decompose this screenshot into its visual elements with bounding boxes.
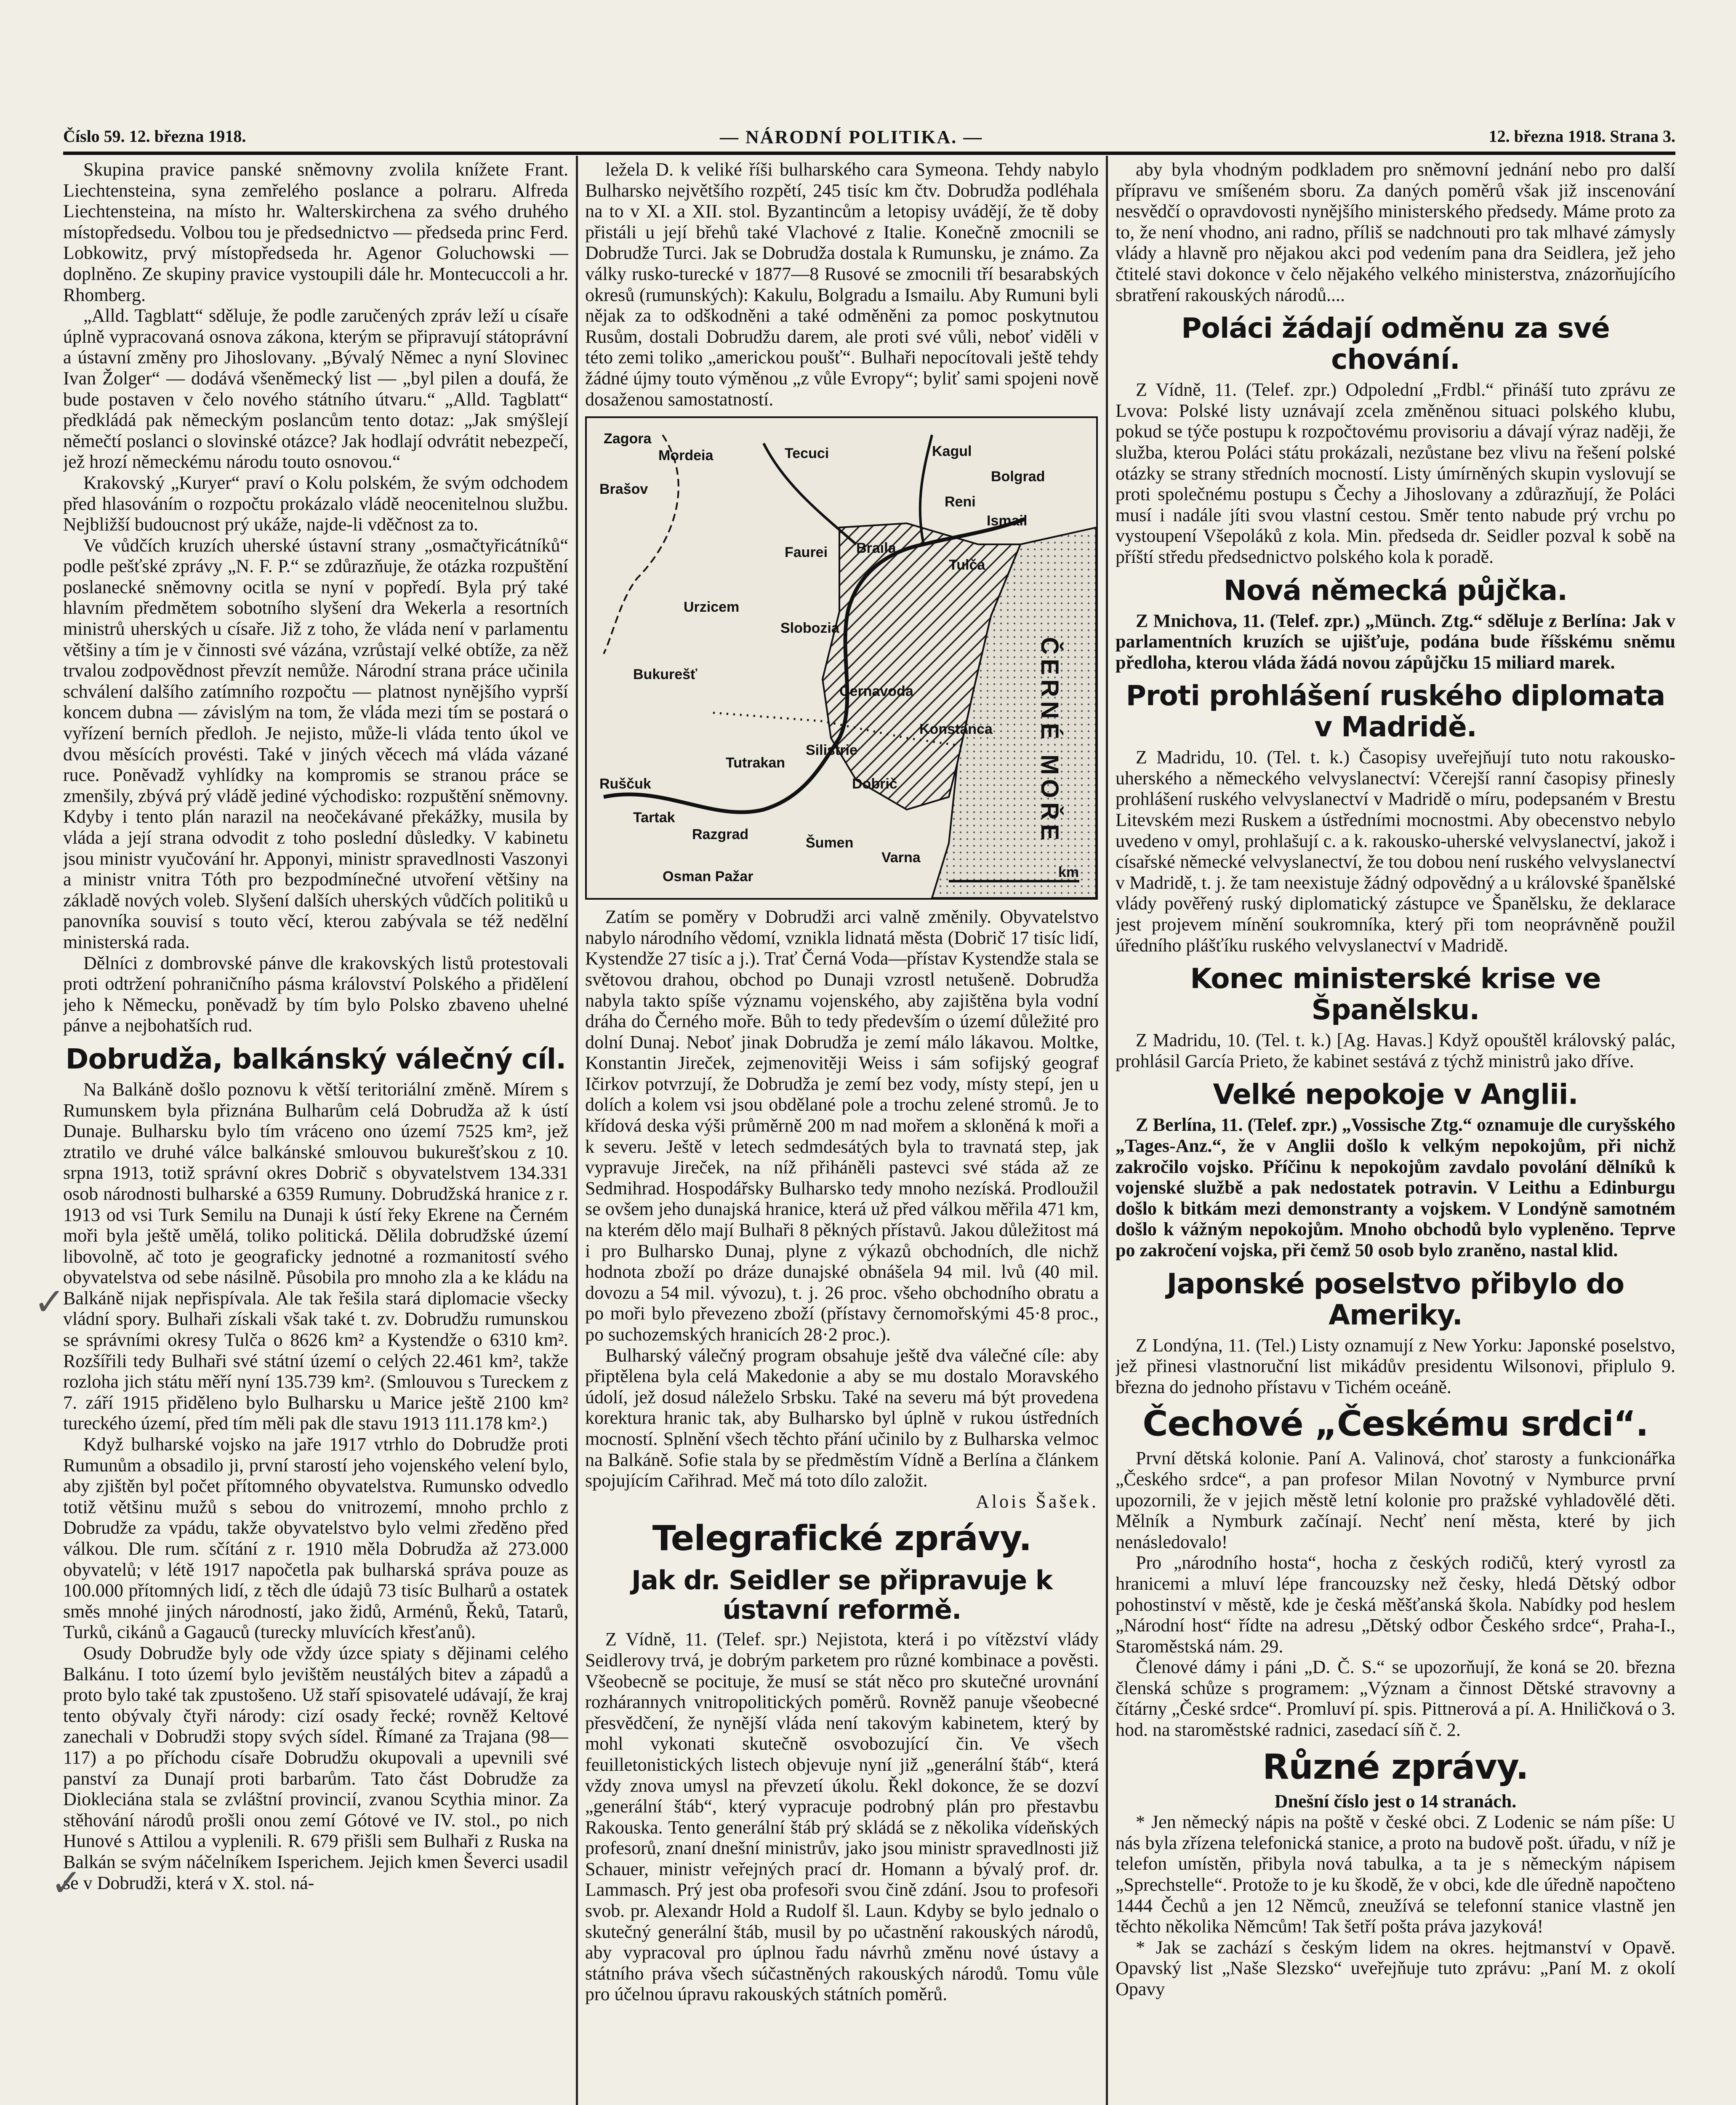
map-label: Slobozia xyxy=(780,620,839,637)
issue-number: Číslo 59. 12. března 1918. xyxy=(63,127,246,146)
column-divider xyxy=(576,156,578,2105)
map-label: Brašov xyxy=(599,481,648,498)
headline-cechove: Čechové „Českému srdci“. xyxy=(1142,1404,1648,1444)
prut-river xyxy=(920,435,932,544)
page-count-note: Dnešní číslo jest o 14 stranách. xyxy=(1274,1791,1517,1812)
article-paragraph: * Jak se zachází s českým lidem na okres. hejtmanství v Opavě. Opavský list „Naše Slezsko“ uveřejňuje tuto zprávu: „Paní M. z okolí Opavy xyxy=(1116,1937,1675,1999)
page-number: 12. března 1918. Strana 3. xyxy=(1488,127,1675,146)
headline-dobrudza: Dobrudža, balkánský válečný cíl. xyxy=(65,1042,566,1075)
article-paragraph: Osudy Dobrudže byly ode vždy úzce spiaty s dějinami celého Balkánu. I toto území bylo jevištěm neustálých bitev a západů a proto bylo také tak zpustošeno. Už staří spisovatelé udávají, že kraj tento obývaly čtyři národy: cizí osady řecké; rovněž Keltové zanechali v Dobrudži stopy svých sídel. Římané za Trajana (98—117) a po příchodu císaře Dobrudžu okupovali a upevnili své panství za Dunají proti barbarům. Tato část Dobrudže za Diokleciána stala se zvláštní provincií, zvanou Scythia minor. Za stěhování národů prošli onou zemí Gótové ve IV. stol., po nich Hunové s Attilou a vyplenili. R. 679 přišli sem Bulhaři z Ruska na Balkán se svým náčelníkem Isperichem. Jejich kmen Ševerci usadil se v Dobrudži, která v X. stol. ná- xyxy=(63,1642,568,1893)
map-label: Cernavoda xyxy=(839,683,913,700)
map-graphic xyxy=(587,418,1096,898)
article-paragraph: Z Vídně, 11. (Telef. zpr.) Odpolední „Frdbl.“ přináší tuto zprávu ze Lvova: Polské listy uznávají zcela změněnou situaci polského klubu, pokud se týče postupu k rozpočtovému provisoriu a dávají výraz naději, že služba, kterou Poláci státu prokázali, nezůstane bez vlivu na řešení polské otázky se strany středních mocností. Listy úmírněných skupin vyslovují se proti společnému postupu s Čechy a Jihoslovany a zdůrazňují, že Poláci musí i nadále jíti svou vlastní cestou. Směr tento nabude prý vrchu po vystoupení Všepoláků z kola. Min. předseda dr. Seidler pozval k sobě na příští středu předsednictvo polského kola k poradě. xyxy=(1116,379,1675,567)
article-paragraph: Na Balkáně došlo poznovu k větší teritoriální změně. Mírem s Rumunskem byla přiznána Bulharům celá Dobrudža až k ústí Dunaje. Bulharsku bylo tím vráceno ono území 7525 km², jež ztratilo ve druhé válce balkánské smlouvou bukurešťskou z 10. srpna 1913, totiž správní okres Dobrič s obyvatelstvem 134.331 osob národnosti bulharské a 6359 Rumuny. Dobrudžská hranice z r. 1913 od vsi Turk Semilu na Dunaji k ústí řeky Ekrene na Černém moři byla ještě umělá, toliko politická. Dělila dobrudžské území libovolně, ač toto je geograficky jednotné a rozmanitostí svého obyvatelstva od sebe násilně. Působila pro mnoho zla a ke kládu na Balkáně nijak nepřispívala. Ale tak řešila stará diplomacie všecky vládní spory. Bulhaři získali však také t. zv. Dobrudžu rumunskou se správními okresy Tulča o 8626 km² a Kystendže o 6310 km². Rozšířili tedy Bulhaři své státní území o celých 22.461 km², takže rozloha jich státu měří nyní 135.739 km². (Smlouvou s Tureckem z 7. září 1915 přiděleno bylo Bulharsku u Marice ještě 2100 km² tureckého území, před tím měli pak dle stavu 1913 111.178 km².) xyxy=(63,1079,568,1434)
article-paragraph: Když bulharské vojsko na jaře 1917 vtrhlo do Dobrudže proti Rumunům a obsadilo ji, první starostí jeho vojenského velení bylo, aby zjištěn byl počet přítomného obyvatelstva. Rumunsko odvedlo totiž většinu mužů s sebou do vnitrozemí, mnoho prchlo z Dobrudže za vpádu, takže obyvatelstvo bylo velmi zředěno před válkou. Dle rum. sčítání z r. 1910 měla Dobrudža až 273.000 obyvatelů; v létě 1917 napočetla pak bulharská správa pouze as 100.000 přítomných lidí, z těch dle údajů 73 tisíc Bulharů a ostatek směs mnohé jiných národností, jako židů, Arménů, Řeků, Tatarů, Turků, cikánů a Gagauců (turecky mluvících křesťanů). xyxy=(63,1434,568,1643)
headline-telegrams: Telegrafické zprávy. xyxy=(652,1519,1032,1559)
article-paragraph: Z Mnichova, 11. (Telef. zpr.) „Münch. Ztg.“ sděluje z Berlína: Jak v parlamentních kruzích se ujišťuje, podána bude říšskému sněmu předloha, kterou vláda žádá novou zápůjčku 15 miliard marek. xyxy=(1116,610,1675,673)
page-header xyxy=(63,126,1675,151)
headline-polaci: Poláci žádají odměnu za své chování. xyxy=(1181,312,1610,376)
map-label-sea: ČERNÉ MOŘE xyxy=(1036,637,1063,845)
author-signature: Alois Šašek. xyxy=(976,1491,1099,1512)
map-label: Tartak xyxy=(633,810,675,826)
map-label: Zagora xyxy=(604,431,652,447)
article-paragraph: Z Berlína, 11. (Telef. zpr.) „Vossische Ztg.“ oznamuje dle curyšského „Tages-Anz.“, že v Anglii došlo k velkým nepokojům, při nichž zakročilo vojsko. Příčinu k nepokojům zavdalo povolání dělníků k vojenské službě a pak nedostatek potravin. V Leithu a Edinburgu došlo k bitkám mezi demonstranty a vojskem. V Londýně samotném došlo k vážným nepokojům. Mnoho obchodů bylo vypleněno. Teprve po zakročení vojska, při čemž 50 osob bylo zraněno, nastal klid. xyxy=(1116,1114,1675,1260)
map-label: Razgrad xyxy=(692,826,749,843)
map-label: Faurei xyxy=(785,544,828,561)
map-label: Šumen xyxy=(806,835,854,851)
map-label: Mordeia xyxy=(658,448,714,464)
headline-pujcka: Nová německá půjčka. xyxy=(1223,574,1568,607)
article-paragraph: Z Madridu, 10. (Tel. t. k.) Časopisy uveřejňují tuto notu rakousko-uherského a německého velvyslanectví: Včerejší ranní časopisy přinesly prohlášení ruského velvyslanectví v Madridě o míru, podepsaném v Brestu Litevském mezi Ruskem a ústředními mocnostmi. Aby obecenstvo nebylo uvedeno v omyl, prohlašují c. a k. rakousko-uherské velvyslanectví, jakož i císařské německé velvyslanectví, že tou dobou není ruského velvyslanectví v Madridě, t. j. že tam neexistuje žádný odpovědný a u královské španělské vlády pověřený ruský diplomatický zástupce ve Španělsku, že deklarace jest projevem mínění soukromníka, který při tom neoprávněně použil úředního plášťíku ruského velvyslanectví v Madridě. xyxy=(1116,747,1675,956)
article-paragraph: aby byla vhodným podkladem pro sněmovní jednání nebo pro další přípravu ve smíšeném sboru. Za daných poměrů však již inscenování nesvědčí o opravdovosti nynějšího ministerského předsedy. Máme proto za to, že není vhodno, ani radno, příliš se nadchnouti pro tak mlhavé zámysly vlády a hlavně pro nějakou akci pod vedením pana dra Seidlera, jež jeho čtitelé stavi dokonce v čelo nějakého velkého ministerstva, znázorňujícího sbratření rakouských národů.... xyxy=(1116,159,1675,305)
map-label: Ruščuk xyxy=(599,776,651,792)
map-label: Bolgrad xyxy=(991,469,1045,485)
article-paragraph: Bulharský válečný program obsahuje ještě dva válečné cíle: aby připtělena byla celá Makedonie a aby se mu dostalo Moravského údolí, jež dosud náleželo Srbsku. Také na severu má být provedena korektura hranic tak, aby Bulharsko byl úplně v rukou ústředních mocností. Splnění všech těchto přání učinilo by z Bulharska velmoc na Balkáně. Sofie stala by se předměstím Vídně a Berlína a článkem spojujícím Cařihrad. Meč má toto dílo založit. xyxy=(585,1345,1099,1491)
map-label: Varna xyxy=(881,850,921,866)
map-label: Kagul xyxy=(932,443,972,460)
article-paragraph: Z Madridu, 10. (Tel. t. k.) [Ag. Havas.] Když opouštěl královský palác, prohlásil García Prieto, že kabinet sestává z týchž ministrů jako dříve. xyxy=(1116,1030,1675,1071)
map-label: Urzicem xyxy=(684,599,740,616)
headline-anglie: Velké nepokoje v Anglii. xyxy=(1213,1078,1578,1111)
pencil-check-mark: ✓ xyxy=(34,1280,66,1324)
headline-japon: Japonské poselstvo přibylo do Ameriky. xyxy=(1166,1267,1624,1331)
headline-diplomat: Proti prohlášení ruského diplomata v Madridě. xyxy=(1126,679,1665,743)
article-paragraph: Z Vídně, 11. (Telef. spr.) Nejistota, která i po vítězství vlády Seidlerovy trvá, je dobrým parketem pro různé kombinace a pověsti. Všeobecně se pocituje, že musí se stát něco pro skutečné urovnání rozhárannych vnitropolitických poměrů. Rovněž panuje všeobecné přesvědčení, že nynější vláda není takovým kabinetem, který by mohl vykonati skutečně osvobozující čin. Ve všech feuilletonistických listech objevuje nyní již „generální štáb“, která vždy znova umysl na převzetí úkolu. Řekl dokonce, že se dozví „generální štáb“, který vypracuje podrobný plán pro přestavbu Rakouska. Tento generální štáb prý skládá se z několika vídeňských profesorů, znaní dnešní ministrův, jako jsou ministr spravedlnosti již Schauer, ministr veřejných prací dr. Homann a bývalý prof. dr. Lammasch. Prý jest oba profesoři svou čině zdání. Jsou to profesoři svob. pr. Alexandr Hold a Rudolf šl. Laun. Kdyby se bylo jednalo o skutečný generální štáb, musil by po učastnění rakouských národů, aby vypracoval pro úplnou řadu návrhů změnu nové ústavy a státního práva všech súčastněných rakouských národů. Tomu vůle pro účelnou úpravu rakouských státních poměrů. xyxy=(585,1629,1099,2005)
article-paragraph: Pro „národního hosta“, hocha z českých rodičů, který vyrostl za hranicemi a mluví lépe francouzsky než česky, hledá Dětský odbor pohostinství v městě, kde je česká měšťanská škola. Nabídky pod heslem „Národní host“ řídte na adresu „Dětský odbor Českého srdce“, Praha-I., Staroměstská nám. 29. xyxy=(1116,1552,1675,1657)
article-paragraph: „Alld. Tagblatt“ sděluje, že podle zaručených zpráv leží u císaře úplně vypracovaná osnova zákona, kterým se připravují státoprávní a ústavní změny pro Jihoslovany. „Bývalý Němec a nyní Slovinec Ivan Žolger“ — dodává všeněmecký list — „byl pilen a doufá, že bude postaven v čelo nového státního útvaru.“ „Alld. Tagblatt“ předkládá pak německým poslancům tento dotaz: „Jak smýšlejí němečtí poslanci o slovinské otázce? Jak hodlají odvrátit nebezpečí, jež hrozí německému národu touto osnovou.“ xyxy=(63,305,568,472)
map-label: Ismail xyxy=(987,513,1028,529)
article-paragraph: Krakovský „Kuryer“ praví o Kolu polském, že svým odchodem před hlasováním o rozpočtu prokázalo vládě neocenitelnou službu. Nejbližší budoucnost prý ukáže, najde-li vděčnost za to. xyxy=(63,472,568,535)
map-scale-unit: km xyxy=(1058,864,1079,881)
map-label: Reni xyxy=(945,494,976,510)
article-paragraph: První dětská kolonie. Paní A. Valinová, choť starosty a funkcionářka „Českého srdce“, a pan profesor Milan Novotný v Nymburce první upozornili, že v jejich městě letní kolonie pro pražské vyhladovělé děti. Mělník a Nymburk začínají. Nechť není města, které by jich nenásledovalo! xyxy=(1116,1448,1675,1552)
map-label: Osman Pažar xyxy=(663,869,754,885)
header-rule xyxy=(63,152,1675,155)
article-paragraph: Z Londýna, 11. (Tel.) Listy oznamují z New Yorku: Japonské poselstvo, jež přinesi vlastnoruční list mikádův presidentu Wilsonovi, připlulo 9. března do jednoho přístavu v Tichém oceáně. xyxy=(1116,1335,1675,1397)
map-label: Silistrie xyxy=(806,742,857,759)
article-paragraph: Členové dámy i páni „D. Č. S.“ se upozorňují, že koná se 20. března členská schůze s programem: „Význam a činnost Dětské stravovny a čítárny „České srdce“. Promluví pí. spis. Pittnerová a pí. A. Hniličková o 3. hod. na staroměstské radnici, zasedací síň č. 2. xyxy=(1116,1657,1675,1740)
column-1 xyxy=(63,159,568,2105)
column-3 xyxy=(1116,159,1675,2105)
map-label: Tulča xyxy=(949,557,985,573)
article-paragraph: * Jen německý nápis na poště v české obci. Z Lodenic se nám píše: U nás byla zřízena telefonická stanice, a proto na budově pošt. úřadu, v níž je telefon umístěn, přibyla nová tabulka, a ta je s německým nápisem „Sprechstelle“. Protože to je ku škodě, že v obci, kde dle úředně napočteno 1444 Čechů a jen 12 Němců, zneužívá se telefonní stanice vlastně jen těchto několika Němcům! Tak šetří pošta práva jazyková! xyxy=(1116,1812,1675,1937)
headline-krise: Konec ministerské krise ve Španělsku. xyxy=(1190,962,1601,1026)
article-paragraph: Zatím se poměry v Dobrudži arci valně změnily. Obyvatelstvo nabylo národního vědomí, vznikla lidnatá města (Dobrič 17 tisíc lidí, Kystendže 27 tisíc a j.). Trať Černá Voda—přístav Kystendže stala se světovou drahou, obchod po Dunaji vzrostl netušeně. Dobrudža nabyla takto spíše významu vojenského, aby zajištěna byla vodní dráha do Černého moře. Bůh to tedy především o území důležité pro dolní Dunaj. Neboť jinak Dobrudža je zemí málo lákavou. Moltke, Konstantin Jireček, zejmenovitěji Weiss i sám sofijský geograf Ičirkov potvrzují, že Dobrudža je zemí bez vody, místy stepí, jen u dolích a kolem vsi jsou obdělané pole a trochu zelené stromů. Je to křídová deska výši průměrně 200 m nad mořem a skloněná k moři a k severu. Ještě v letech sedmdesátých byla to travnatá step, jak vypravuje Jireček, na níž přiháněli pastevci své stáda až ze Sedmihrad. Hospodářsky Bulharsko tedy mnoho nezíská. Prodloužil se ovšem jeho dunajská hranice, která už před válkou měřila 471 km, na kterém dělo mají Bulhaři 8 pěkných přístavů. Jakou důležitost má i pro Bulharsko Dunaj, plyne z výkazů obchodních, dle nichž hodnota zboží po dráze dunajské obnášela 94 mil. lvů (40 mil. dovozu a 54 mil. vývozu), t. j. 26 proc. všeho obchodního obratu a po moři bylo převezeno zboží (přístavy černomořskými 45·8 proc., po suchozemských hranicích 28·2 proc.). xyxy=(585,906,1099,1345)
pencil-check-mark: ✓ xyxy=(51,1861,83,1905)
article-paragraph: ležela D. k veliké říši bulharského cara Symeona. Tehdy nabylo Bulharsko největšího rozpětí, 245 tisíc km čtv. Dobrudža podléhala na to v XI. a XII. stol. Byzantincům a letopisy uvádějí, že tě doby přistáli u její břehů také Vlachové z Italie. Konečně zmocnili se Dobrudže Turci. Jak se Dobrudža dostala k Rumunsku, je známo. Za války rusko-turecké v 1877—8 Rusové se zmocnili tří besarabských okresů (rumunských): Kakulu, Bolgradu a Ismailu. Aby Rumuni byli nějak za to odškodněni a také odměněni za pomoc poskytnutou Rusům, dostali Dobrudžu darem, ale proti své vůli, neboť viděli v této zemi toliko „americkou poušť“. Bulhaři nepocítovali ještě tehdy žádné újmy touto výměnou „z vůle Evropy“; byliť sami spojeni nově dosaženou samostatností. xyxy=(585,159,1099,410)
article-paragraph: Dělníci z dombrovské pánve dle krakovských listů protestovali proti odtržení pohraničního pásma království Polského a přidělení jeho k Německu, poněvadž by tím bylo Polsko zbaveno uhelné pánve a nejbohatších rud. xyxy=(63,952,568,1036)
map-label: Bukurešť xyxy=(633,666,698,683)
column-2 xyxy=(585,159,1099,2105)
map-label: Dobrič xyxy=(852,776,897,792)
article-paragraph: Skupina pravice panské sněmovny zvolila knížete Frant. Liechtensteina, syna zemřelého poslance a polraru. Alfreda Liechtensteina, na místo hr. Walterskirchena za svého druhého místopředsedu. Volbou tou je předsednictvo — předseda princ Ferd. Lobkowitz, prvý místopředseda hr. Agenor Goluchowski — doplněno. Ze skupiny pravice vystoupili dále hr. Montecuccoli a hr. Rhomberg. xyxy=(63,159,568,305)
map-label: Tutrakan xyxy=(726,755,785,771)
headline-ruzne: Různé zprávy. xyxy=(1262,1747,1528,1787)
map-label: Konstanca xyxy=(919,721,993,738)
article-paragraph: Ve vůdčích kruzích uherské ústavní strany „osmačtyřicátníků“ podle pešťské zprávy „N. F. P.“ se zdůrazňuje, že otázka rozpuštění poslanecké sněmovny ocitla se nyní v popředí. Byla prý také hlavním předmětem sobotního slyšení dra Wekerla a resortních ministrů uherských u císaře. Již z toho, že vláda není v parlamentu většiny a tím je v činnosti své vázána, vzrůstají velké obtíže, za něž trvalou zodpovědnost převzít nemůže. Národní strana práce učinila schválení dalšího zatímního rozpočtu — platnost nynějšího vyprší koncem dubna — závislým na tom, že vláda mezi tím se postará o vyřízení berních předloh. Je nejisto, může-li vláda tento úkol ve dvou měsících provésti. Také v jiných věcech má vláda vázané ruce. Poněvadž vyhlídky na kompromis se stranou práce se zmenšily, zbývá prý vládě jediné východisko: rozpuštění sněmovny. Kdyby i tento plán narazil na neočekávané překážky, musila by vláda a její strana odvodit z toho poslední důsledky. V kabinetu jsou ministr vyučování hr. Apponyi, ministr spravedlnosti Vaszonyi a ministr vnitra Tóth pro bezpodmínečné utvoření většiny na základě nových voleb. Slyšení dalších uherských vůdčích politiků u panovníka souvisí s touto věcí, kterou zabývala se též nedělní ministerská rada. xyxy=(63,535,568,952)
border-line xyxy=(604,435,679,654)
dobrudza-map xyxy=(585,416,1098,900)
headline-seidler: Jak dr. Seidler se připravuje k ústavní reformě. xyxy=(631,1565,1052,1625)
map-label: Tecuci xyxy=(785,445,829,462)
newspaper-title: — NÁRODNÍ POLITIKA. — xyxy=(720,127,983,147)
map-label: Braila xyxy=(856,540,896,557)
column-divider xyxy=(1106,156,1108,2105)
